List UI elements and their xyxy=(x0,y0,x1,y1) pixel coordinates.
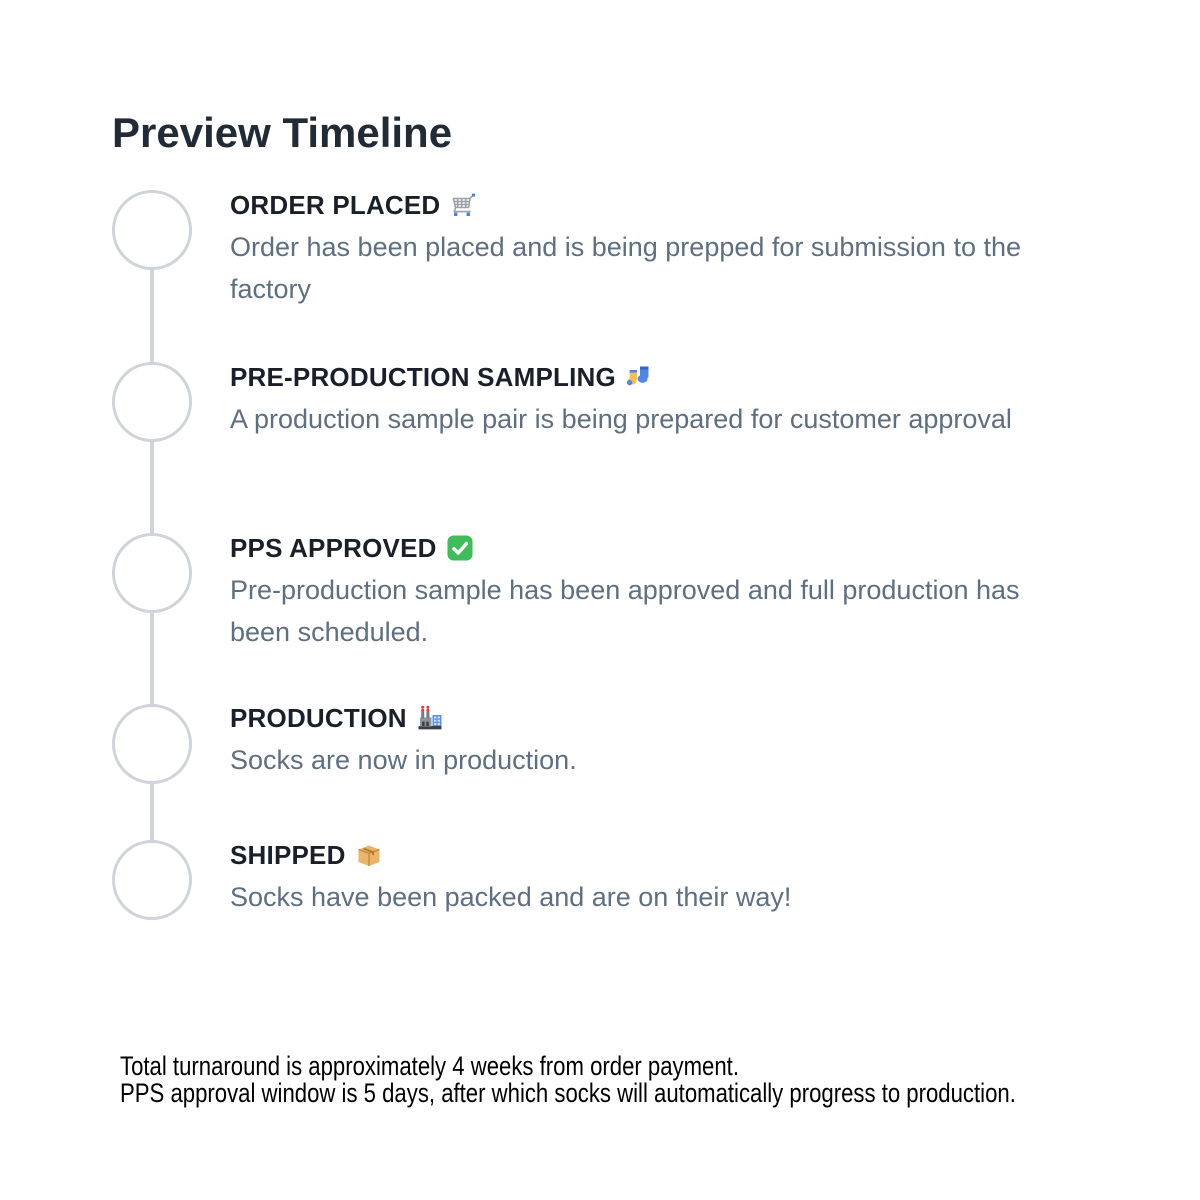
step-circle xyxy=(112,704,192,784)
step-description: Socks have been packed and are on their way! xyxy=(230,882,792,912)
footer-note-line-2: PPS approval window is 5 days, after which socks will automatically progress to production. xyxy=(120,1078,1016,1108)
footer-note-line-1: Total turnaround is approximately 4 weeks from order payment. xyxy=(120,1051,739,1081)
step-title-label: SHIPPED xyxy=(230,840,346,870)
package-icon xyxy=(355,841,383,869)
socks-icon xyxy=(625,363,653,391)
factory-icon xyxy=(416,704,444,732)
step-circle xyxy=(112,362,192,442)
timeline-step xyxy=(230,188,1045,310)
cart-icon xyxy=(449,191,477,219)
step-title xyxy=(230,838,1045,872)
step-title xyxy=(230,188,1045,222)
step-description: Pre-production sample has been approved and full production has been scheduled. xyxy=(230,575,1020,647)
step-title xyxy=(230,531,1045,565)
step-title-label: PRODUCTION xyxy=(230,703,407,733)
step-title xyxy=(230,360,1045,394)
timeline-step xyxy=(230,531,1045,653)
footer-note xyxy=(120,1053,1016,1107)
step-description: Socks are now in production. xyxy=(230,745,577,775)
page-title: Preview Timeline xyxy=(112,109,453,156)
timeline-step xyxy=(230,838,1045,918)
timeline-step xyxy=(230,701,1045,781)
step-title-label: PPS APPROVED xyxy=(230,533,437,563)
step-circle xyxy=(112,190,192,270)
step-description: A production sample pair is being prepared for customer approval xyxy=(230,404,1012,434)
step-title-label: ORDER PLACED xyxy=(230,190,441,220)
step-title-label: PRE-PRODUCTION SAMPLING xyxy=(230,362,616,392)
step-title xyxy=(230,701,1045,735)
step-circle xyxy=(112,533,192,613)
timeline-step xyxy=(230,360,1045,440)
step-description: Order has been placed and is being prepped for submission to the factory xyxy=(230,232,1022,304)
step-circle xyxy=(112,840,192,920)
check-icon xyxy=(446,534,474,562)
